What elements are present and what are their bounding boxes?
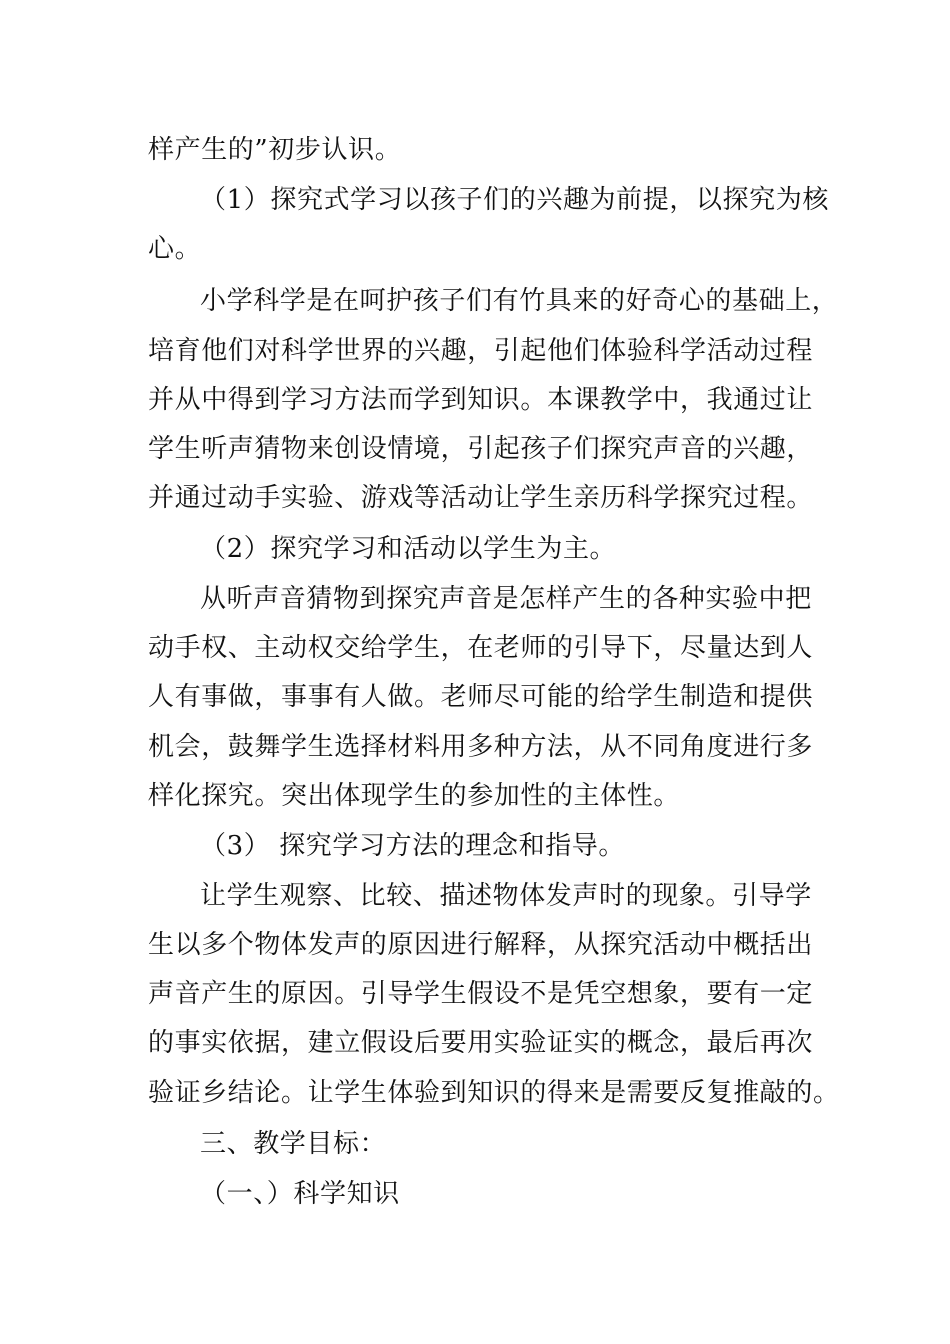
text-line: 声音产生的原因。引导学生假设不是凭空想象，要有一定 [148,979,814,1009]
text-line: 生以多个物体发声的原因进行解释，从探究活动中概括出 [148,930,814,960]
text-line: 人有事做，事事有人做。老师尽可能的给学生制造和提供 [148,682,814,712]
text-line: 心。 [148,234,202,264]
text-line: 并通过动手实验、游戏等活动让学生亲历科学探究过程。 [148,483,814,513]
subsection-heading: （一、）科学知识 [200,1179,400,1209]
text-line: 学生听声猜物来创设情境，引起孩子们探究声音的兴趣， [148,434,814,464]
text-line: 样化探究。突出体现学生的参加性的主体性。 [148,781,681,811]
text-line: （1）探究式学习以孩子们的兴趣为前提，以探究为核 [200,185,829,215]
text-line: 小学科学是在呵护孩子们有竹具来的好奇心的基础上， [200,286,839,316]
text-line: 的事实依据，建立假设后要用实验证实的概念，最后再次 [148,1028,814,1058]
text-line: 机会，鼓舞学生选择材料用多种方法，从不同角度进行多 [148,732,814,762]
text-line: 并从中得到学习方法而学到知识。本课教学中，我通过让 [148,385,814,415]
text-line: 动手权、主动权交给学生，在老师的引导下，尽量达到人 [148,633,814,663]
section-heading: 三、教学目标： [200,1129,387,1159]
text-line: （3） 探究学习方法的理念和指导。 [200,831,626,861]
text-line: （2）探究学习和活动以学生为主。 [200,534,617,564]
text-line: 从听声音猜物到探究声音是怎样产生的各种实验中把 [200,584,812,614]
text-line: 让学生观察、比较、描述物体发声时的现象。引导学 [200,881,812,911]
text-line: 样产生的”初步认识。 [148,135,402,165]
text-line: 培育他们对科学世界的兴趣，引起他们体验科学活动过程 [148,336,814,366]
text-line: 验证乡结论。让学生体验到知识的得来是需要反复推敲的。 [148,1078,840,1108]
